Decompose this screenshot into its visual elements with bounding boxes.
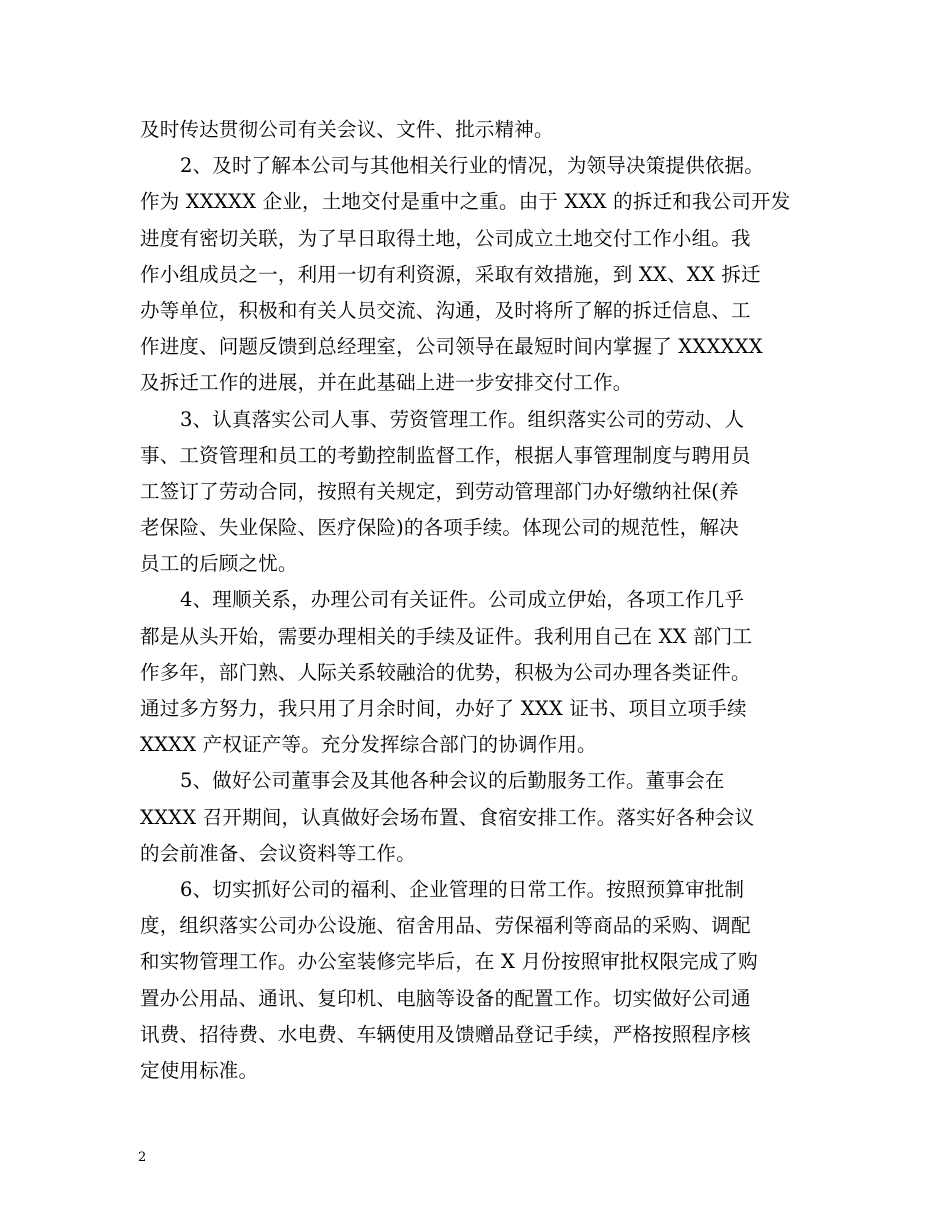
text-line: 的会前准备、会议资料等工作。 <box>140 841 416 865</box>
paragraph-6-start: 6、切实抓好公司的福利、企业管理的日常工作。按照预算审批制 <box>180 877 745 901</box>
text-line: XXXX 召开期间，认真做好会场布置、食宿安排工作。落实好各种会议 <box>140 805 755 829</box>
paragraph-5-start: 5、做好公司董事会及其他各种会议的后勤服务工作。董事会在 <box>180 769 725 793</box>
text-line: 作进度、问题反馈到总经理室，公司领导在最短时间内掌握了 XXXXXX <box>140 335 763 359</box>
text-line: 员工的后顾之忧。 <box>140 552 298 576</box>
text-line: 和实物管理工作。办公室装修完毕后，在 X 月份按照审批权限完成了购 <box>140 950 758 974</box>
paragraph-3-start: 3、认真落实公司人事、劳资管理工作。组织落实公司的劳动、人 <box>180 407 745 431</box>
text-line: 事、工资管理和员工的考勤控制监督工作，根据人事管理制度与聘用员 <box>140 443 751 467</box>
body-text <box>140 112 820 1089</box>
text-line: 及拆迁工作的进展，并在此基础上进一步安排交付工作。 <box>140 371 633 395</box>
text-line: 通过多方努力，我只用了月余时间，办好了 XXX 证书、项目立项手续 <box>140 697 747 720</box>
text-line: 办等单位，积极和有关人员交流、沟通，及时将所了解的拆迁信息、工 <box>140 298 751 322</box>
text-line: 工签订了劳动合同，按照有关规定，到劳动管理部门办好缴纳社保(养 <box>140 479 739 503</box>
text-line: 作为 XXXXX 企业，土地交付是重中之重。由于 XXX 的拆迁和我公司开发 <box>140 190 791 214</box>
text-line: XXXX 产权证产等。充分发挥综合部门的协调作用。 <box>140 733 597 757</box>
text-line: 置办公用品、通讯、复印机、电脑等设备的配置工作。切实做好公司通 <box>140 986 751 1010</box>
text-line: 作小组成员之一，利用一切有利资源，采取有效措施，到 XX、XX 拆迁 <box>140 262 761 286</box>
paragraph-2-start: 2、及时了解本公司与其他相关行业的情况，为领导决策提供依据。 <box>180 154 764 178</box>
text-line: 及时传达贯彻公司有关会议、文件、批示精神。 <box>140 118 554 141</box>
text-line: 定使用标准。 <box>140 1058 259 1082</box>
page-number: 2 <box>138 1150 147 1165</box>
text-line: 老保险、失业保险、医疗保险)的各项手续。体现公司的规范性，解决 <box>140 516 739 540</box>
text-line: 作多年，部门熟、人际关系较融洽的优势，积极为公司办理各类证件。 <box>140 660 751 684</box>
text-line: 讯费、招待费、水电费、车辆使用及馈赠品登记手续，严格按照程序核 <box>140 1022 751 1046</box>
text-line: 都是从头开始，需要办理相关的手续及证件。我利用自己在 XX 部门工 <box>140 624 753 648</box>
text-line: 度，组织落实公司办公设施、宿舍用品、劳保福利等商品的采购、调配 <box>140 914 751 938</box>
text-line: 进度有密切关联，为了早日取得土地，公司成立土地交付工作小组。我 <box>140 226 751 250</box>
paragraph-4-start: 4、理顺关系，办理公司有关证件。公司成立伊始，各项工作几乎 <box>180 588 745 612</box>
